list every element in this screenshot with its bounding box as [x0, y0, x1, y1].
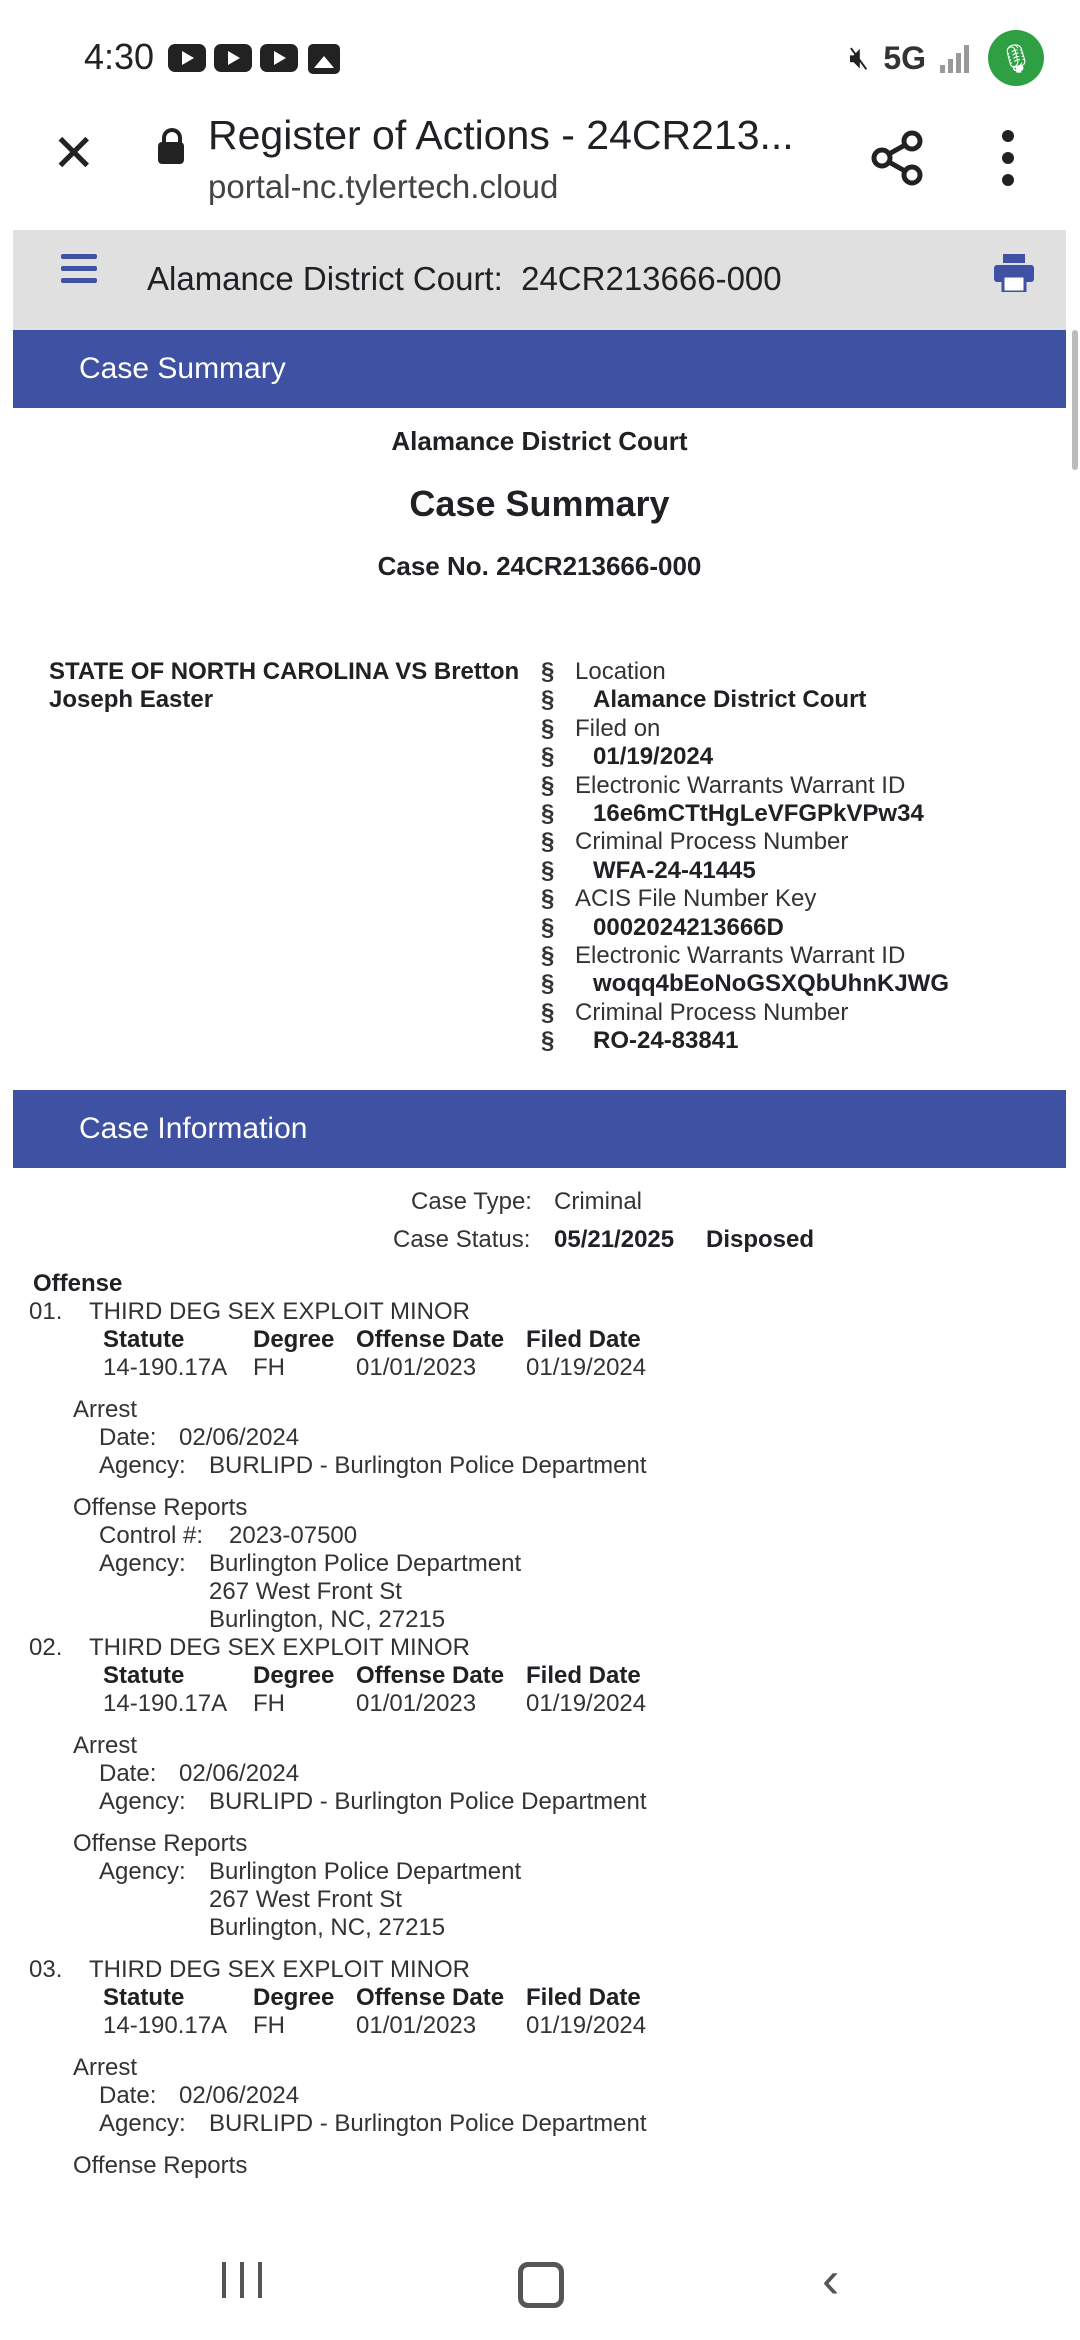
detail-value-row: § woqq4bEoNoGSXQbUhnKJWG: [541, 970, 949, 998]
detail-value-row: § Alamance District Court: [541, 686, 867, 714]
detail-value-row: § RO-24-83841: [541, 1027, 739, 1055]
detail-label-row: § Location: [541, 658, 666, 685]
youtube-icon: [260, 44, 298, 72]
detail-value-row: § 01/19/2024: [541, 743, 714, 771]
home-icon[interactable]: [518, 2262, 564, 2308]
close-icon[interactable]: ✕: [52, 125, 96, 183]
detail-label-row: § Filed on: [541, 714, 661, 742]
gallery-icon: [308, 44, 340, 74]
detail-label-row: § Electronic Warrants Warrant ID: [541, 941, 906, 969]
case-information-bar[interactable]: Case Information: [13, 1090, 1066, 1168]
detail-label-row: § Electronic Warrants Warrant ID: [541, 771, 906, 799]
detail-value-row: § WFA-24-41445: [541, 856, 756, 884]
web-page: Alamance District Court: 24CR213666-000 Case Summary Alamance District Court Case Summary Case No. 24CR213666-000 STATE OF NORTH CAROLINA VS Bretton Joseph Easter § Location § Alamance District Court § Filed on § 01/19/2024 § Electronic Warrants Warrant ID § 16e6mCTtHgLeVFGPkVPw34 § Criminal Process Number § WFA-24-41445 § ACIS File Number Key § 0002024213666D § Electronic Warrants Warrant ID § woqq4bEoNoGSXQbUhnKJWG § Criminal Process Number § RO-24-83841 Case Information Case Type: Criminal Case Status: 05/21/2025 Disposed Offense 01. THIRD DEG SEX EXPLOIT MINOR Statute Degree Offense Date Filed Date 14-190.17A FH 01/01/2023 01/19/2024 Arrest Date: 02/06/2024 Agency: BURLIPD - Burlington Police Department Offense Reports Control #: 2023-07500 Agency: Burlington Police Department 267 West Front St Burlington, NC, 27215 02. THIRD DEG SEX EXPLOIT MINOR Statute Degree Offense Date Filed Date 14-190.17A FH 01/01/2023 01/19/2024 Arrest Date: 02/06/2024 Agency: BURLIPD - Burlington Police Department Offense Reports Agency: Burlington Police Department 267 West Front St Burlington, NC, 27215 03. THIRD DEG SEX EXPLOIT MINOR Statute Degree Offense Date Filed Date 14-190.17A FH 01/01/2023 01/19/2024 Arrest Date: 02/06/2024 Agency: BURLIPD - Burlington Police Department Offense Reports: [13, 230, 1066, 2218]
case-status-date: 05/21/2025: [554, 1226, 675, 1253]
notification-icons: [168, 44, 340, 74]
court-case-heading: Alamance District Court: 24CR213666-000: [147, 260, 782, 297]
page-title: Register of Actions - 24CR213...: [208, 112, 794, 158]
case-type-value: Criminal: [554, 1188, 643, 1215]
case-number: Case No. 24CR213666-000: [377, 551, 702, 581]
system-icons: [849, 30, 1044, 86]
lock-icon[interactable]: [158, 142, 184, 164]
detail-value-row: § 16e6mCTtHgLeVFGPkVPw34: [541, 799, 924, 827]
more-options-icon[interactable]: [1000, 130, 1016, 186]
page-url[interactable]: portal-nc.tylertech.cloud: [208, 168, 559, 205]
mute-icon: 🔇︎: [849, 39, 870, 75]
case-summary-bar[interactable]: Case Summary: [13, 330, 1066, 408]
case-type-label: Case Type:: [411, 1188, 532, 1215]
youtube-icon: [214, 44, 252, 72]
court-header: [13, 230, 1066, 330]
detail-value-row: § 0002024213666D: [541, 913, 784, 941]
case-status-value: Disposed: [706, 1226, 815, 1253]
scrollbar[interactable]: [1072, 330, 1078, 470]
offense-heading: Offense: [33, 1270, 123, 1297]
status-bar: [0, 0, 1080, 118]
case-details: [541, 658, 949, 1055]
case-status-label: Case Status:: [393, 1226, 531, 1253]
detail-label-row: § Criminal Process Number: [541, 998, 849, 1026]
microphone-icon[interactable]: 🎙︎: [988, 30, 1044, 86]
signal-icon: [940, 43, 974, 73]
network-type: 5G: [883, 39, 926, 76]
party-name: STATE OF NORTH CAROLINA VS Bretton Joseph Easter: [49, 658, 520, 713]
status-time: 4:30: [84, 36, 155, 77]
back-icon[interactable]: ‹: [822, 2251, 840, 2309]
share-icon[interactable]: [870, 130, 926, 186]
youtube-icon: [168, 44, 206, 72]
recent-apps-icon[interactable]: [222, 2262, 262, 2298]
print-icon[interactable]: [994, 254, 1034, 292]
menu-icon[interactable]: [61, 254, 97, 290]
detail-label-row: § Criminal Process Number: [541, 828, 849, 856]
case-summary-title: Case Summary: [409, 483, 670, 524]
court-name: Alamance District Court: [391, 426, 688, 456]
detail-label-row: § ACIS File Number Key: [541, 885, 817, 913]
